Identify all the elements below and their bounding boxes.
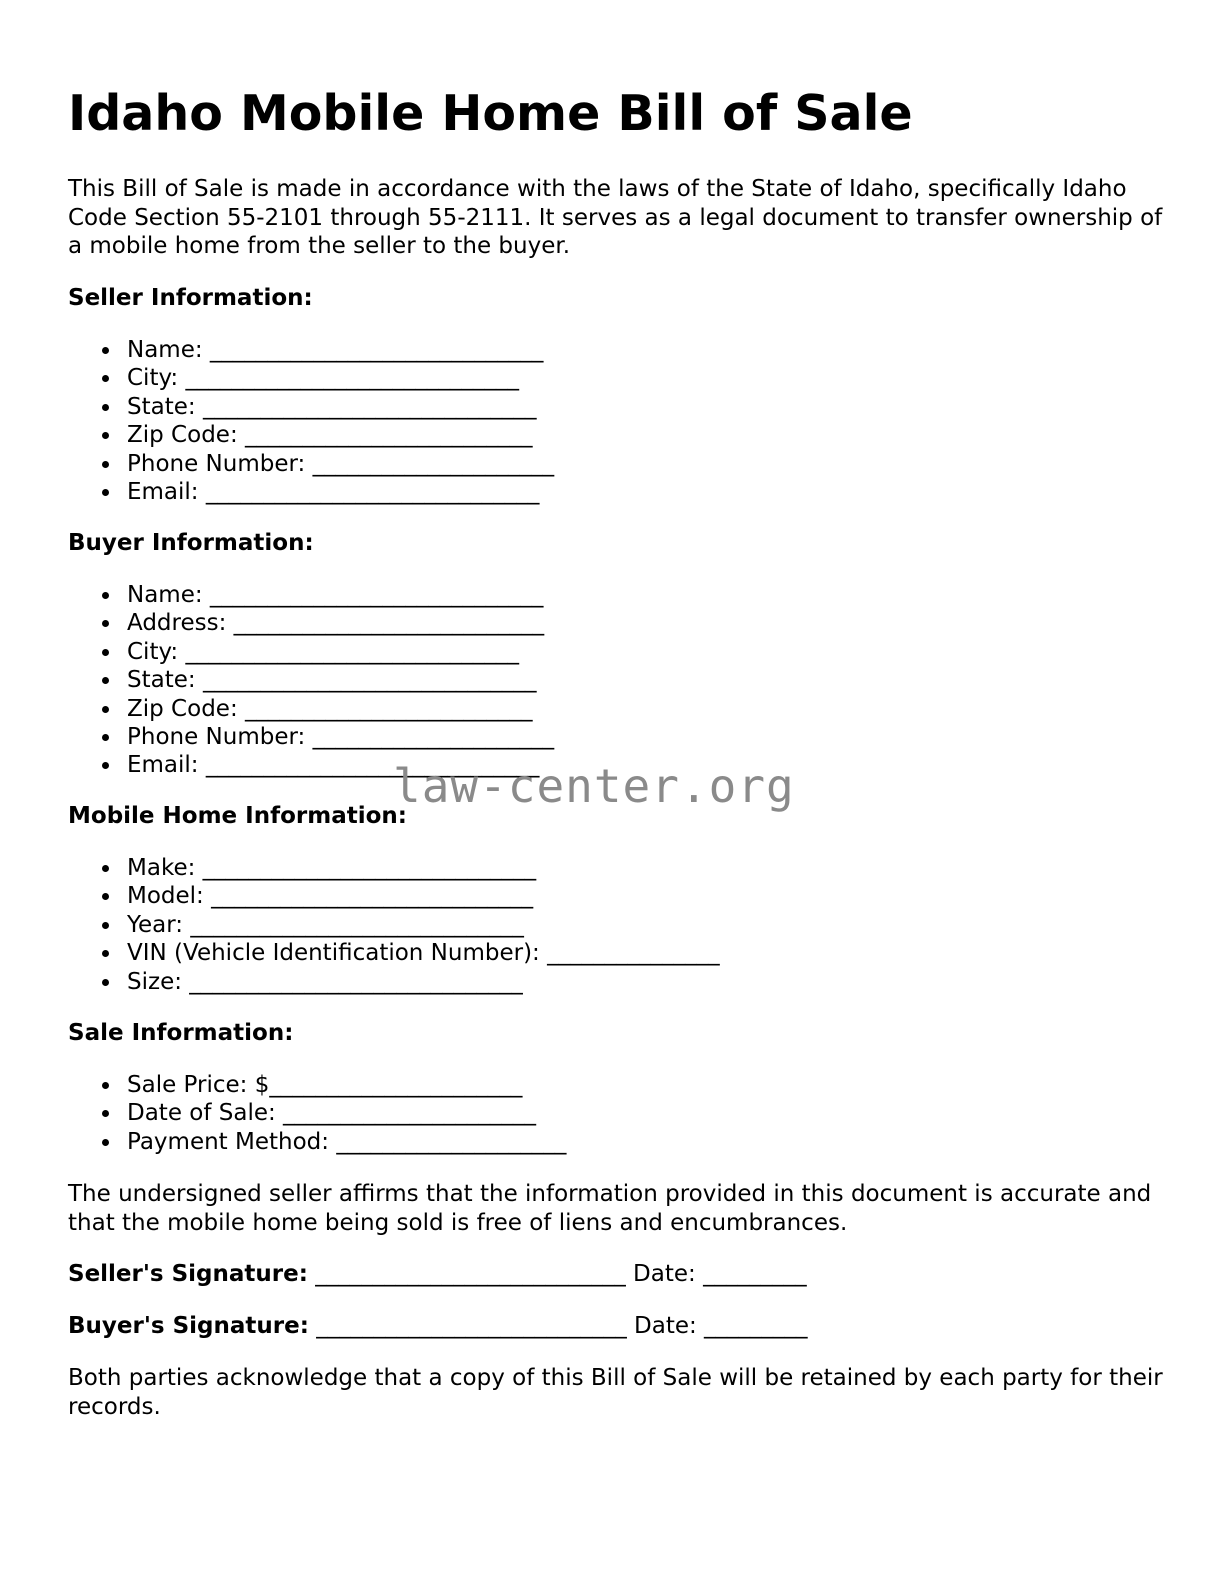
buyer-city-field: City: _____________________________ [68, 638, 554, 666]
buyer-name-field: Name: _____________________________ [68, 581, 554, 609]
mobile-home-size-field: Size: _____________________________ [68, 968, 720, 996]
seller-state-field: State: _____________________________ [68, 393, 554, 421]
mobile-home-vin-field: VIN (Vehicle Identification Number): _______________ [68, 939, 720, 967]
seller-email-field: Email: _____________________________ [68, 478, 554, 506]
seller-phone-field: Phone Number: _____________________ [68, 450, 554, 478]
buyer-state-field: State: _____________________________ [68, 666, 554, 694]
mobile-home-model-field: Model: ____________________________ [68, 882, 720, 910]
seller-field-list [68, 336, 554, 506]
sale-field-list [68, 1071, 566, 1156]
buyer-signature-blank: ___________________________ Date: _________ [308, 1313, 808, 1339]
mobile-home-section-heading: Mobile Home Information: [68, 803, 407, 829]
seller-section-heading: Seller Information: [68, 285, 313, 311]
buyer-address-field: Address: ___________________________ [68, 609, 554, 637]
sale-payment-method-field: Payment Method: ____________________ [68, 1128, 566, 1156]
sale-section-heading: Sale Information: [68, 1020, 294, 1046]
buyer-section-heading: Buyer Information: [68, 530, 314, 556]
seller-signature-label: Seller's Signature: [68, 1261, 308, 1287]
affirmation-paragraph: The undersigned seller affirms that the information provided in this document is accurate and that the mobile home being sold is free of liens and encumbrances. [68, 1181, 1152, 1236]
buyer-field-list [68, 581, 554, 780]
buyer-email-field: Email: _____________________________ [68, 751, 554, 779]
intro-paragraph: This Bill of Sale is made in accordance with the laws of the State of Idaho, specifically Idaho Code Section 55-2101 through 55-2111. It serves as a legal document to transfer ownership of a mobile home from the seller to the buyer. [68, 176, 1163, 259]
seller-zip-field: Zip Code: _________________________ [68, 421, 554, 449]
mobile-home-year-field: Year: _____________________________ [68, 911, 720, 939]
watermark-text: law-center.org [393, 759, 795, 813]
buyer-signature-label: Buyer's Signature: [68, 1313, 309, 1339]
mobile-home-field-list [68, 854, 720, 996]
page-title: Idaho Mobile Home Bill of Sale [68, 85, 913, 142]
buyer-zip-field: Zip Code: _________________________ [68, 695, 554, 723]
buyer-signature-line [68, 1312, 808, 1340]
seller-city-field: City: _____________________________ [68, 364, 554, 392]
seller-signature-blank: ___________________________ Date: _________ [307, 1261, 807, 1287]
sale-date-field: Date of Sale: ______________________ [68, 1099, 566, 1127]
seller-signature-line [68, 1260, 807, 1288]
buyer-phone-field: Phone Number: _____________________ [68, 723, 554, 751]
seller-name-field: Name: _____________________________ [68, 336, 554, 364]
sale-price-field: Sale Price: $______________________ [68, 1071, 566, 1099]
mobile-home-make-field: Make: _____________________________ [68, 854, 720, 882]
closing-paragraph: Both parties acknowledge that a copy of this Bill of Sale will be retained by each party for their records. [68, 1365, 1163, 1420]
